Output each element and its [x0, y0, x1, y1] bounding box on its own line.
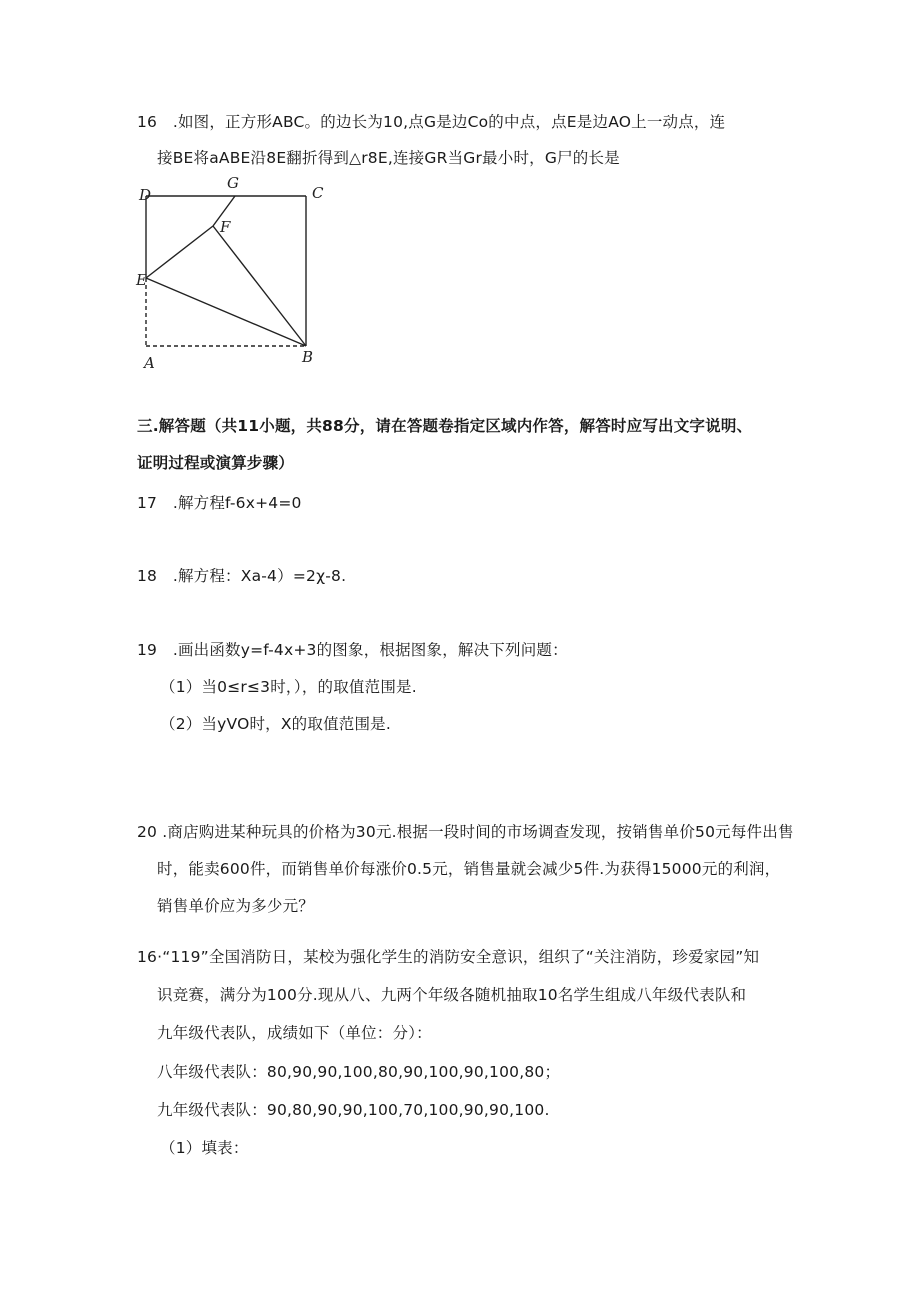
label-e: E	[136, 271, 147, 289]
q19-text: 19 .画出函数y=f-4x+3的图象，根据图象，解决下列问题：	[137, 641, 568, 659]
q20-line1: 20 .商店购进某种玩具的价格为30元.根据一段时间的市场调查发现，按销售单价50元每件出售	[137, 823, 794, 841]
segment-ef	[146, 226, 213, 278]
q19-part2: （2）当yVO时，X的取值范围是.	[160, 715, 392, 733]
q16-line1: 16 .如图，正方形ABC。的边长为10,点G是边Co的中点，点E是边AO上一动点，连	[137, 113, 726, 131]
q16-line2: 接BE将aABE沿8E翻折得到△r8E,连接GR当Gr最小时，G尸的长是	[157, 149, 620, 167]
q21-grade8-scores: 八年级代表队：80,90,90,100,80,90,100,90,100,80；	[157, 1063, 561, 1081]
q21-part1: （1）填表：	[160, 1139, 249, 1157]
q21-line1: 16·“119”全国消防日，某校为强化学生的消防安全意识，组织了“关注消防，珍爱家园”知	[137, 948, 760, 966]
label-g: G	[227, 174, 239, 192]
q20-line3: 销售单价应为多少元？	[157, 897, 315, 915]
q21-grade9-scores: 九年级代表队：90,80,90,90,100,70,100,90,90,100.	[157, 1101, 550, 1119]
q19-part1: （1）当0≤r≤3时，），的取值范围是.	[160, 678, 417, 696]
section3-heading-line2: 证明过程或演算步骤）	[137, 454, 295, 472]
label-d: D	[139, 186, 152, 204]
q21-line2: 识竞赛，满分为100分.现从八、九两个年级各随机抽取10名学生组成八年级代表队和	[157, 986, 747, 1004]
q21-line3: 九年级代表队，成绩如下（单位：分）：	[157, 1024, 432, 1042]
q20-line2: 时，能卖600件，而销售单价每涨价0.5元，销售量就会减少5件.为获得15000元的利润，	[157, 860, 781, 878]
section3-heading-line1: 三.解答题（共11小题，共88分，请在答题卷指定区域内作答，解答时应写出文字说明、	[137, 417, 753, 435]
label-b: B	[302, 348, 314, 366]
square-figure	[128, 168, 338, 378]
segment-eb	[146, 278, 306, 346]
label-a: A	[144, 354, 155, 372]
q17-text: 17 .解方程f-6x+4=0	[137, 494, 302, 512]
label-c: C	[312, 184, 324, 202]
label-f: F	[220, 218, 231, 236]
segment-fb	[213, 226, 306, 346]
q18-text: 18 .解方程：Xa-4）=2χ-8.	[137, 567, 347, 585]
